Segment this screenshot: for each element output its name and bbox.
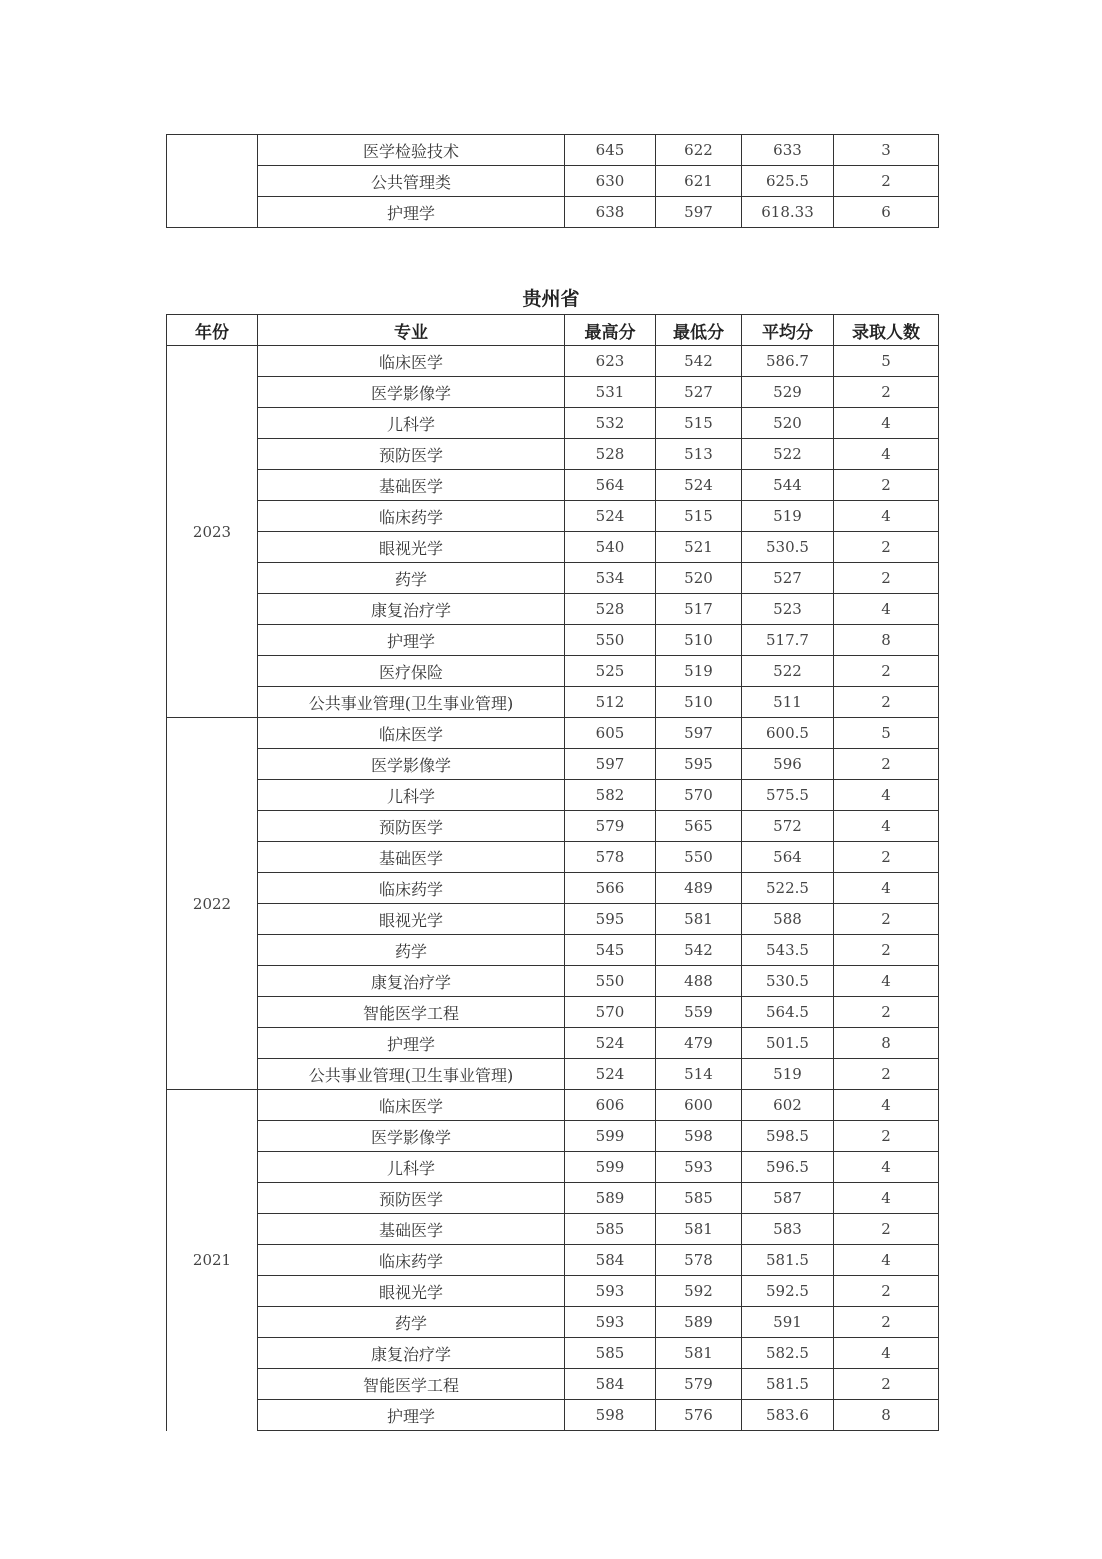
min-score-cell: 595 bbox=[656, 749, 742, 780]
admit-count-cell: 4 bbox=[834, 780, 939, 811]
avg-score-cell: 596.5 bbox=[742, 1152, 834, 1183]
max-score-cell: 582 bbox=[565, 780, 656, 811]
min-score-cell: 585 bbox=[656, 1183, 742, 1214]
min-score-cell: 579 bbox=[656, 1369, 742, 1400]
table-row bbox=[167, 1152, 939, 1183]
admit-count-cell: 2 bbox=[834, 166, 939, 197]
admit-count-cell: 4 bbox=[834, 1090, 939, 1121]
min-score-cell: 578 bbox=[656, 1245, 742, 1276]
header-max-score: 最高分 bbox=[565, 315, 656, 346]
max-score-cell: 579 bbox=[565, 811, 656, 842]
avg-score-cell: 625.5 bbox=[742, 166, 834, 197]
min-score-cell: 600 bbox=[656, 1090, 742, 1121]
avg-score-cell: 522 bbox=[742, 656, 834, 687]
avg-score-cell: 501.5 bbox=[742, 1028, 834, 1059]
max-score-cell: 645 bbox=[565, 135, 656, 166]
max-score-cell: 599 bbox=[565, 1121, 656, 1152]
major-cell: 药学 bbox=[258, 563, 565, 594]
max-score-cell: 593 bbox=[565, 1276, 656, 1307]
min-score-cell: 589 bbox=[656, 1307, 742, 1338]
avg-score-cell: 587 bbox=[742, 1183, 834, 1214]
min-score-cell: 576 bbox=[656, 1400, 742, 1431]
avg-score-cell: 596 bbox=[742, 749, 834, 780]
min-score-cell: 592 bbox=[656, 1276, 742, 1307]
table-row bbox=[167, 966, 939, 997]
table-row bbox=[167, 687, 939, 718]
table-row bbox=[167, 1338, 939, 1369]
min-score-cell: 524 bbox=[656, 470, 742, 501]
max-score-cell: 630 bbox=[565, 166, 656, 197]
max-score-cell: 595 bbox=[565, 904, 656, 935]
table-row bbox=[167, 197, 939, 228]
table-row bbox=[167, 625, 939, 656]
table-row bbox=[167, 842, 939, 873]
min-score-cell: 565 bbox=[656, 811, 742, 842]
max-score-cell: 534 bbox=[565, 563, 656, 594]
major-cell: 医学影像学 bbox=[258, 749, 565, 780]
avg-score-cell: 544 bbox=[742, 470, 834, 501]
major-cell: 儿科学 bbox=[258, 780, 565, 811]
min-score-cell: 581 bbox=[656, 904, 742, 935]
table-row bbox=[167, 656, 939, 687]
admit-count-cell: 2 bbox=[834, 749, 939, 780]
major-cell: 基础医学 bbox=[258, 470, 565, 501]
max-score-cell: 532 bbox=[565, 408, 656, 439]
max-score-cell: 531 bbox=[565, 377, 656, 408]
min-score-cell: 479 bbox=[656, 1028, 742, 1059]
major-cell: 康复治疗学 bbox=[258, 966, 565, 997]
admit-count-cell: 4 bbox=[834, 1152, 939, 1183]
min-score-cell: 489 bbox=[656, 873, 742, 904]
table-row bbox=[167, 873, 939, 904]
admit-count-cell: 2 bbox=[834, 1369, 939, 1400]
max-score-cell: 585 bbox=[565, 1338, 656, 1369]
table-row bbox=[167, 1059, 939, 1090]
admit-count-cell: 8 bbox=[834, 1400, 939, 1431]
max-score-cell: 512 bbox=[565, 687, 656, 718]
major-cell: 临床药学 bbox=[258, 873, 565, 904]
major-cell: 预防医学 bbox=[258, 811, 565, 842]
admit-count-cell: 4 bbox=[834, 811, 939, 842]
max-score-cell: 606 bbox=[565, 1090, 656, 1121]
min-score-cell: 542 bbox=[656, 346, 742, 377]
major-cell: 公共管理类 bbox=[258, 166, 565, 197]
table-row bbox=[167, 997, 939, 1028]
table-row bbox=[167, 135, 939, 166]
table-row bbox=[167, 346, 939, 377]
guizhou-admission-table bbox=[166, 314, 939, 1431]
header-row bbox=[167, 315, 939, 346]
major-cell: 药学 bbox=[258, 1307, 565, 1338]
max-score-cell: 525 bbox=[565, 656, 656, 687]
min-score-cell: 515 bbox=[656, 501, 742, 532]
max-score-cell: 566 bbox=[565, 873, 656, 904]
min-score-cell: 515 bbox=[656, 408, 742, 439]
major-cell: 基础医学 bbox=[258, 842, 565, 873]
admit-count-cell: 8 bbox=[834, 1028, 939, 1059]
admit-count-cell: 4 bbox=[834, 1245, 939, 1276]
major-cell: 临床药学 bbox=[258, 1245, 565, 1276]
max-score-cell: 598 bbox=[565, 1400, 656, 1431]
major-cell: 预防医学 bbox=[258, 1183, 565, 1214]
avg-score-cell: 519 bbox=[742, 1059, 834, 1090]
max-score-cell: 593 bbox=[565, 1307, 656, 1338]
major-cell: 临床药学 bbox=[258, 501, 565, 532]
max-score-cell: 524 bbox=[565, 501, 656, 532]
avg-score-cell: 517.7 bbox=[742, 625, 834, 656]
min-score-cell: 517 bbox=[656, 594, 742, 625]
avg-score-cell: 581.5 bbox=[742, 1245, 834, 1276]
major-cell: 公共事业管理(卫生事业管理) bbox=[258, 1059, 565, 1090]
min-score-cell: 621 bbox=[656, 166, 742, 197]
major-cell: 医学检验技术 bbox=[258, 135, 565, 166]
major-cell: 预防医学 bbox=[258, 439, 565, 470]
avg-score-cell: 529 bbox=[742, 377, 834, 408]
max-score-cell: 564 bbox=[565, 470, 656, 501]
admit-count-cell: 6 bbox=[834, 197, 939, 228]
admit-count-cell: 2 bbox=[834, 997, 939, 1028]
avg-score-cell: 572 bbox=[742, 811, 834, 842]
avg-score-cell: 591 bbox=[742, 1307, 834, 1338]
avg-score-cell: 598.5 bbox=[742, 1121, 834, 1152]
min-score-cell: 550 bbox=[656, 842, 742, 873]
table-row bbox=[167, 1245, 939, 1276]
avg-score-cell: 564 bbox=[742, 842, 834, 873]
max-score-cell: 623 bbox=[565, 346, 656, 377]
major-cell: 眼视光学 bbox=[258, 1276, 565, 1307]
avg-score-cell: 581.5 bbox=[742, 1369, 834, 1400]
max-score-cell: 570 bbox=[565, 997, 656, 1028]
avg-score-cell: 582.5 bbox=[742, 1338, 834, 1369]
min-score-cell: 542 bbox=[656, 935, 742, 966]
table-row bbox=[167, 563, 939, 594]
continued-admission-table bbox=[166, 134, 939, 228]
major-cell: 护理学 bbox=[258, 197, 565, 228]
major-cell: 康复治疗学 bbox=[258, 1338, 565, 1369]
table-row bbox=[167, 1183, 939, 1214]
table-row bbox=[167, 1214, 939, 1245]
admit-count-cell: 2 bbox=[834, 687, 939, 718]
max-score-cell: 584 bbox=[565, 1369, 656, 1400]
admit-count-cell: 2 bbox=[834, 904, 939, 935]
table-row bbox=[167, 1090, 939, 1121]
section-title-guizhou: 贵州省 bbox=[522, 288, 580, 310]
major-cell: 眼视光学 bbox=[258, 904, 565, 935]
year-cell: 2023 bbox=[167, 346, 258, 718]
max-score-cell: 597 bbox=[565, 749, 656, 780]
max-score-cell: 599 bbox=[565, 1152, 656, 1183]
admit-count-cell: 5 bbox=[834, 346, 939, 377]
min-score-cell: 581 bbox=[656, 1214, 742, 1245]
avg-score-cell: 592.5 bbox=[742, 1276, 834, 1307]
max-score-cell: 585 bbox=[565, 1214, 656, 1245]
admit-count-cell: 2 bbox=[834, 842, 939, 873]
avg-score-cell: 530.5 bbox=[742, 532, 834, 563]
major-cell: 护理学 bbox=[258, 1028, 565, 1059]
avg-score-cell: 575.5 bbox=[742, 780, 834, 811]
avg-score-cell: 588 bbox=[742, 904, 834, 935]
min-score-cell: 510 bbox=[656, 625, 742, 656]
avg-score-cell: 564.5 bbox=[742, 997, 834, 1028]
year-cell: 2022 bbox=[167, 718, 258, 1090]
min-score-cell: 622 bbox=[656, 135, 742, 166]
admit-count-cell: 4 bbox=[834, 966, 939, 997]
major-cell: 智能医学工程 bbox=[258, 997, 565, 1028]
header-year: 年份 bbox=[167, 315, 258, 346]
table-row bbox=[167, 1307, 939, 1338]
table-row bbox=[167, 1276, 939, 1307]
admit-count-cell: 4 bbox=[834, 594, 939, 625]
admit-count-cell: 2 bbox=[834, 656, 939, 687]
admit-count-cell: 2 bbox=[834, 563, 939, 594]
avg-score-cell: 586.7 bbox=[742, 346, 834, 377]
min-score-cell: 510 bbox=[656, 687, 742, 718]
table-row bbox=[167, 377, 939, 408]
header-major: 专业 bbox=[258, 315, 565, 346]
max-score-cell: 524 bbox=[565, 1028, 656, 1059]
table-row bbox=[167, 904, 939, 935]
year-cell: 2021 bbox=[167, 1090, 258, 1431]
avg-score-cell: 527 bbox=[742, 563, 834, 594]
table-row bbox=[167, 1400, 939, 1431]
admit-count-cell: 4 bbox=[834, 408, 939, 439]
max-score-cell: 578 bbox=[565, 842, 656, 873]
admit-count-cell: 4 bbox=[834, 1183, 939, 1214]
max-score-cell: 528 bbox=[565, 594, 656, 625]
major-cell: 智能医学工程 bbox=[258, 1369, 565, 1400]
avg-score-cell: 511 bbox=[742, 687, 834, 718]
avg-score-cell: 522 bbox=[742, 439, 834, 470]
table-row bbox=[167, 780, 939, 811]
max-score-cell: 540 bbox=[565, 532, 656, 563]
avg-score-cell: 583.6 bbox=[742, 1400, 834, 1431]
min-score-cell: 570 bbox=[656, 780, 742, 811]
table-row bbox=[167, 749, 939, 780]
table-row bbox=[167, 1028, 939, 1059]
admit-count-cell: 2 bbox=[834, 470, 939, 501]
major-cell: 临床医学 bbox=[258, 718, 565, 749]
min-score-cell: 597 bbox=[656, 718, 742, 749]
max-score-cell: 545 bbox=[565, 935, 656, 966]
table-row bbox=[167, 811, 939, 842]
major-cell: 临床医学 bbox=[258, 346, 565, 377]
min-score-cell: 488 bbox=[656, 966, 742, 997]
min-score-cell: 581 bbox=[656, 1338, 742, 1369]
table-row bbox=[167, 439, 939, 470]
major-cell: 儿科学 bbox=[258, 408, 565, 439]
table-row bbox=[167, 935, 939, 966]
admit-count-cell: 8 bbox=[834, 625, 939, 656]
major-cell: 护理学 bbox=[258, 1400, 565, 1431]
major-cell: 护理学 bbox=[258, 625, 565, 656]
min-score-cell: 598 bbox=[656, 1121, 742, 1152]
admit-count-cell: 5 bbox=[834, 718, 939, 749]
max-score-cell: 550 bbox=[565, 966, 656, 997]
min-score-cell: 593 bbox=[656, 1152, 742, 1183]
table-row bbox=[167, 1369, 939, 1400]
major-cell: 医学影像学 bbox=[258, 1121, 565, 1152]
admit-count-cell: 2 bbox=[834, 1307, 939, 1338]
avg-score-cell: 600.5 bbox=[742, 718, 834, 749]
max-score-cell: 528 bbox=[565, 439, 656, 470]
avg-score-cell: 522.5 bbox=[742, 873, 834, 904]
major-cell: 眼视光学 bbox=[258, 532, 565, 563]
admit-count-cell: 2 bbox=[834, 1121, 939, 1152]
table-row bbox=[167, 532, 939, 563]
avg-score-cell: 543.5 bbox=[742, 935, 834, 966]
avg-score-cell: 519 bbox=[742, 501, 834, 532]
min-score-cell: 520 bbox=[656, 563, 742, 594]
min-score-cell: 513 bbox=[656, 439, 742, 470]
min-score-cell: 559 bbox=[656, 997, 742, 1028]
table-row bbox=[167, 594, 939, 625]
header-admit-count: 录取人数 bbox=[834, 315, 939, 346]
table-row bbox=[167, 718, 939, 749]
admit-count-cell: 2 bbox=[834, 377, 939, 408]
admit-count-cell: 2 bbox=[834, 532, 939, 563]
header-avg-score: 平均分 bbox=[742, 315, 834, 346]
avg-score-cell: 520 bbox=[742, 408, 834, 439]
max-score-cell: 589 bbox=[565, 1183, 656, 1214]
table-row bbox=[167, 166, 939, 197]
max-score-cell: 550 bbox=[565, 625, 656, 656]
avg-score-cell: 602 bbox=[742, 1090, 834, 1121]
min-score-cell: 514 bbox=[656, 1059, 742, 1090]
admit-count-cell: 2 bbox=[834, 935, 939, 966]
min-score-cell: 597 bbox=[656, 197, 742, 228]
avg-score-cell: 583 bbox=[742, 1214, 834, 1245]
avg-score-cell: 618.33 bbox=[742, 197, 834, 228]
table-row bbox=[167, 1121, 939, 1152]
major-cell: 儿科学 bbox=[258, 1152, 565, 1183]
major-cell: 医学影像学 bbox=[258, 377, 565, 408]
admit-count-cell: 2 bbox=[834, 1059, 939, 1090]
min-score-cell: 527 bbox=[656, 377, 742, 408]
avg-score-cell: 530.5 bbox=[742, 966, 834, 997]
admit-count-cell: 4 bbox=[834, 501, 939, 532]
admit-count-cell: 2 bbox=[834, 1214, 939, 1245]
admit-count-cell: 3 bbox=[834, 135, 939, 166]
table-row bbox=[167, 470, 939, 501]
major-cell: 公共事业管理(卫生事业管理) bbox=[258, 687, 565, 718]
major-cell: 药学 bbox=[258, 935, 565, 966]
min-score-cell: 519 bbox=[656, 656, 742, 687]
table-row bbox=[167, 501, 939, 532]
major-cell: 康复治疗学 bbox=[258, 594, 565, 625]
avg-score-cell: 633 bbox=[742, 135, 834, 166]
max-score-cell: 638 bbox=[565, 197, 656, 228]
admit-count-cell: 4 bbox=[834, 439, 939, 470]
max-score-cell: 605 bbox=[565, 718, 656, 749]
year-cell bbox=[167, 135, 258, 228]
table-row bbox=[167, 408, 939, 439]
admit-count-cell: 4 bbox=[834, 873, 939, 904]
major-cell: 医疗保险 bbox=[258, 656, 565, 687]
major-cell: 临床医学 bbox=[258, 1090, 565, 1121]
admit-count-cell: 4 bbox=[834, 1338, 939, 1369]
avg-score-cell: 523 bbox=[742, 594, 834, 625]
min-score-cell: 521 bbox=[656, 532, 742, 563]
max-score-cell: 584 bbox=[565, 1245, 656, 1276]
max-score-cell: 524 bbox=[565, 1059, 656, 1090]
header-min-score: 最低分 bbox=[656, 315, 742, 346]
major-cell: 基础医学 bbox=[258, 1214, 565, 1245]
admit-count-cell: 2 bbox=[834, 1276, 939, 1307]
